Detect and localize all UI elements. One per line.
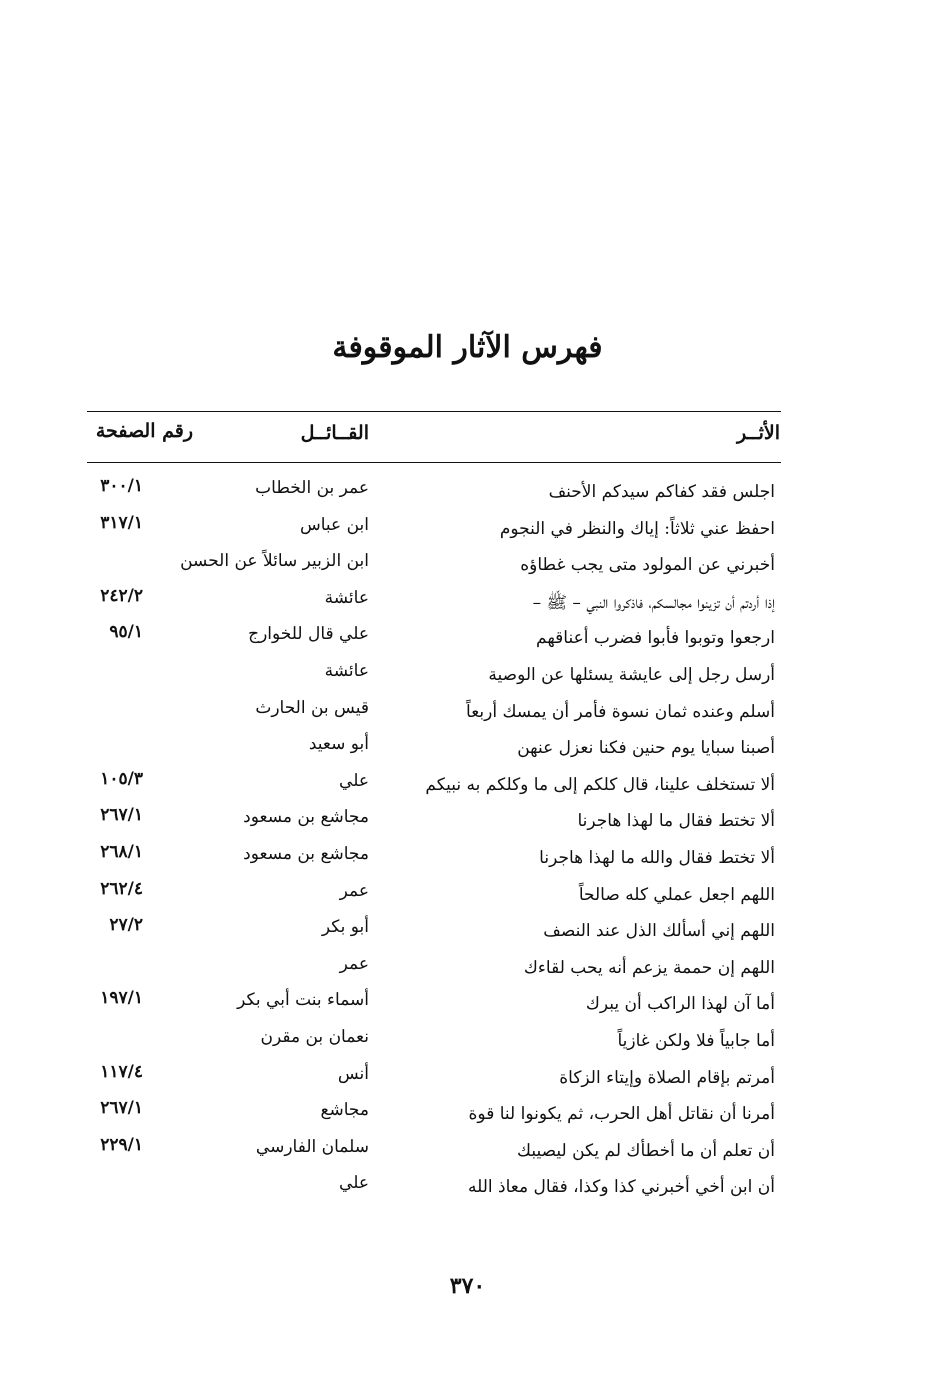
athar-text: اللهم إن حممة يزعم أنه يحب لقاءك (523, 957, 775, 978)
athar-text: أما جابياً فلا ولكن غازياً (617, 1030, 775, 1051)
table-row (0, 622, 935, 659)
table-row (0, 879, 935, 916)
qail-text: سلمان الفارسي (255, 1136, 369, 1157)
qail-text: أنس (337, 1063, 369, 1084)
table-row (0, 732, 935, 769)
athar-text: أن تعلم أن ما أخطأك لم يكن ليصيبك (517, 1140, 775, 1161)
page-ref: ٢٧/٢ (109, 915, 143, 936)
qail-text: مجاشع (320, 1100, 369, 1121)
page-ref: ٣٠٠/١ (100, 476, 143, 496)
page-ref: ٢٦٢/٤ (100, 878, 143, 899)
page-ref: ٢٢٩/١ (100, 1134, 143, 1155)
page-title: فهرس الآثار الموقوفة (332, 330, 603, 365)
page-ref: ١٩٧/١ (100, 988, 143, 1009)
athar-text: ألا تختط فقال ما لهذا هاجرنا (577, 811, 775, 832)
page-ref: ١٠٥/٣ (100, 768, 143, 789)
qail-text: عمر (339, 953, 369, 974)
table-row (0, 952, 935, 989)
athar-text: أن ابن أخي أخبرني كذا وكذا، فقال معاذ الله (467, 1177, 775, 1198)
page-ref: ٢٦٨/١ (100, 841, 143, 862)
qail-text: عائشة (324, 587, 369, 608)
table-row (0, 988, 935, 1025)
table-body (0, 476, 935, 1208)
athar-text: أما آن لهذا الراكب أن يبرك (585, 994, 775, 1015)
table-row (0, 1171, 935, 1208)
table-row (0, 476, 935, 513)
table-top-rule (87, 411, 781, 412)
athar-text: ارجعوا وتوبوا فأبوا فضرب أعناقهم (536, 628, 775, 649)
qail-text: عائشة (324, 660, 369, 681)
page-ref: ٣١٧/١ (100, 512, 143, 533)
qail-text: نعمان بن مقرن (260, 1026, 369, 1047)
table-row (0, 513, 935, 550)
page-ref: ٩٥/١ (109, 622, 143, 643)
qail-text: علي (339, 770, 369, 791)
athar-text: اجلس فقد كفاكم سيدكم الأحنف (548, 482, 775, 502)
athar-text: إذا أردتم أن تزينوا مجالسكم، فاذكروا النبي – ﷺ – (532, 592, 775, 613)
qail-text: قيس بن الحارث (255, 697, 369, 718)
table-row (0, 805, 935, 842)
page-ref: ٢٦٧/١ (100, 1098, 143, 1119)
qail-text: عمر (339, 880, 369, 901)
qail-text: أسماء بنت أبي بكر (237, 990, 369, 1011)
table-row (0, 1135, 935, 1172)
qail-text: ابن الزبير سائلاً عن الحسن (180, 551, 369, 572)
header-page: رقم الصفحة (95, 420, 193, 442)
header-qail: القــائــل (300, 422, 369, 444)
table-row (0, 1098, 935, 1135)
qail-text: أبو بكر (321, 917, 369, 938)
qail-text: علي قال للخوارج (248, 624, 369, 645)
athar-text: اللهم إني أسألك الذل عند النصف (543, 921, 775, 942)
table-header (0, 420, 935, 454)
table-row (0, 659, 935, 696)
athar-text: أمرنا أن نقاتل أهل الحرب، ثم يكونوا لنا قوة (468, 1104, 775, 1125)
table-row (0, 842, 935, 879)
page-ref: ١١٧/٤ (100, 1061, 143, 1082)
page-number: ٣٧٠ (449, 1273, 486, 1299)
table-row (0, 696, 935, 733)
qail-text: أبو سعيد (308, 734, 369, 755)
qail-text: مجاشع بن مسعود (243, 807, 369, 828)
athar-text: اللهم اجعل عملي كله صالحاً (578, 884, 775, 905)
header-bottom-rule (87, 462, 781, 463)
header-athar: الأثــر (736, 422, 780, 444)
athar-text: أمرتم بإقام الصلاة وإيتاء الزكاة (559, 1067, 775, 1088)
athar-text: احفظ عني ثلاثاً: إياك والنظر في النجوم (499, 518, 775, 539)
athar-text: أخبرني عن المولود متى يجب غطاؤه (520, 555, 775, 576)
table-row (0, 915, 935, 952)
athar-text: ألا تستخلف علينا، قال كلكم إلى ما وكلكم به نبيكم (425, 774, 775, 795)
page-ref: ٢٤٢/٢ (100, 585, 143, 606)
qail-text: علي (339, 1173, 369, 1194)
page-ref: ٢٦٧/١ (100, 805, 143, 826)
qail-text: ابن عباس (299, 514, 369, 535)
table-row (0, 1025, 935, 1062)
table-row (0, 1062, 935, 1099)
table-row (0, 769, 935, 806)
table-row (0, 586, 935, 623)
athar-text: أسلم وعنده ثمان نسوة فأمر أن يمسك أربعاً (466, 701, 775, 722)
qail-text: عمر بن الخطاب (255, 478, 369, 498)
qail-text: مجاشع بن مسعود (243, 843, 369, 864)
athar-text: أرسل رجل إلى عايشة يسئلها عن الوصية (488, 664, 775, 685)
athar-text: ألا تختط فقال والله ما لهذا هاجرنا (539, 847, 775, 868)
athar-text: أصبنا سبايا يوم حنين فكنا نعزل عنهن (517, 738, 775, 759)
table-row (0, 549, 935, 586)
